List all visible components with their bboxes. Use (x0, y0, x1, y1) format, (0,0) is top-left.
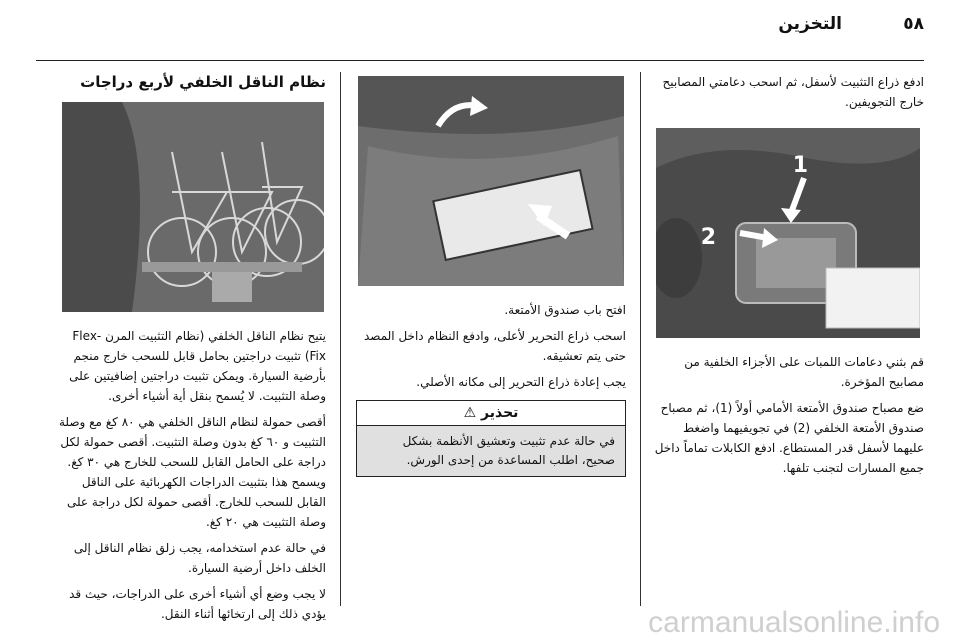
chapter-title: التخزين (778, 14, 842, 34)
paragraph: افتح باب صندوق الأمتعة. (504, 303, 626, 317)
left-column (58, 72, 326, 630)
paragraph: في حالة عدم استخدامه، يجب زلق نظام الناقل إلى الخلف داخل أرضية السيارة. (73, 541, 326, 575)
callout-1: 1 (792, 153, 808, 178)
figure-lamp-sockets (656, 128, 920, 338)
column-divider-right (640, 72, 641, 606)
paragraph: أقصى حمولة لنظام الناقل الخلفي هي ٨٠ كغ مع وصلة التثبيت و ٦٠ كغ بدون وصلة التثبيت. أقصى حمولة لكل دراجة على الحامل القابل للسحب للخارج هي ٣٠ كغ. ويسمح هذا بتثبيت الدراجات الكهربائية على الناقل القابل للسحب للخارج. أقصى حمولة لكل دراجة على وصلة التثبيت هي ٢٠ كغ. (58, 415, 326, 529)
paragraph: قم بثني دعامات اللمبات على الأجزاء الخلفية من مصابيح المؤخرة. (684, 355, 924, 389)
callout-2: 2 (700, 225, 716, 250)
paragraph: يتيح نظام الناقل الخلفي (نظام التثبيت المرن -Flex Fix) تثبيت دراجتين بحامل قابل للسحب خارج منجم بأرضية السيارة. ويمكن تثبيت دراجتين إضافيتين على وصلة التثبيت. لا يُسمح بنقل أية أشياء أخرى. (69, 329, 326, 403)
bumper-system-illustration (358, 76, 624, 286)
warning-title: تحذير (481, 405, 519, 421)
warning-body: في حالة عدم تثبيت وتعشيق الأنظمة بشكل صحيح، اطلب المساعدة من إحدى الورش. (357, 426, 625, 476)
paragraph: اسحب ذراع التحرير لأعلى، وادفع النظام داخل المصد حتى يتم تعشيقه. (364, 329, 626, 363)
right-column (652, 72, 924, 484)
lamp-sockets-illustration (656, 128, 920, 338)
page-header (0, 0, 960, 60)
watermark: carmanualsonline.info (648, 606, 940, 639)
paragraph: ادفع ذراع التثبيت لأسفل، ثم اسحب دعامتي المصابيح خارج التجويفين. (662, 75, 924, 109)
figure-bike-carrier (62, 102, 324, 312)
warning-triangle-icon: ⚠ (463, 405, 477, 421)
bike-carrier-illustration (62, 102, 324, 312)
paragraph: يجب إعادة ذراع التحرير إلى مكانه الأصلي. (416, 375, 626, 389)
middle-column (356, 72, 626, 477)
page-number: ٥٨ (903, 14, 924, 34)
column-divider-left (340, 72, 341, 606)
warning-box (356, 400, 626, 477)
paragraph: ضع مصباح صندوق الأمتعة الأمامي أولاً (1)، ثم مصباح صندوق الأمتعة الخلفي (2) في تجويفيهما واضغط عليهما لأسفل قدر المستطاع. ادفع الكابلات تماماً داخل جميع المسارات لتجنب تلفها. (654, 401, 924, 475)
figure-bumper-system (358, 76, 624, 286)
section-title: نظام الناقل الخلفي لأربع دراجات (80, 73, 326, 91)
header-divider (36, 60, 924, 61)
paragraph: لا يجب وضع أي أشياء أخرى على الدراجات، حيث قد يؤدي ذلك إلى ارتخائها أثناء النقل. (69, 587, 326, 621)
warning-header (357, 401, 625, 426)
